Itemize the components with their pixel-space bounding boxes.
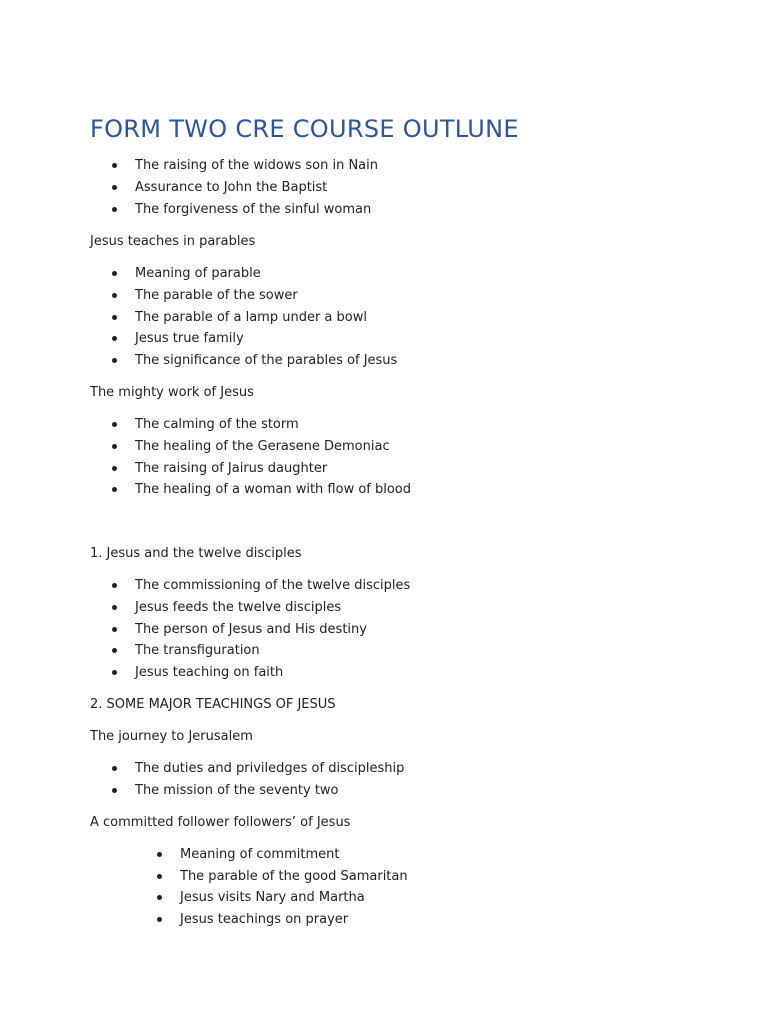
list-item: The parable of a lamp under a bowl bbox=[135, 310, 367, 325]
section-heading: Jesus teaches in parables bbox=[90, 234, 256, 249]
list-item: Jesus teaching on faith bbox=[135, 665, 284, 680]
list-item: Meaning of parable bbox=[135, 266, 261, 281]
bullet-icon bbox=[112, 207, 117, 212]
list-item: The healing of a woman with flow of blood bbox=[135, 482, 412, 497]
list-item: Jesus visits Nary and Martha bbox=[180, 890, 365, 905]
list-item: The forgiveness of the sinful woman bbox=[135, 202, 372, 217]
list-item: The commissioning of the twelve disciples bbox=[135, 578, 411, 593]
bullet-icon bbox=[112, 788, 117, 793]
list-item: The raising of the widows son in Nain bbox=[135, 158, 378, 173]
list-item: The parable of the sower bbox=[135, 288, 298, 303]
bullet-icon bbox=[112, 422, 117, 427]
bullet-icon bbox=[157, 895, 162, 900]
bullet-icon bbox=[112, 605, 117, 610]
bullet-icon bbox=[112, 444, 117, 449]
bullet-icon bbox=[112, 358, 117, 363]
bullet-icon bbox=[112, 648, 117, 653]
list-item: The mission of the seventy two bbox=[135, 783, 339, 798]
bullet-icon bbox=[112, 163, 117, 168]
bullet-icon bbox=[112, 336, 117, 341]
bullet-icon bbox=[112, 670, 117, 675]
section-heading: 1. Jesus and the twelve disciples bbox=[90, 546, 302, 561]
bullet-icon bbox=[112, 583, 117, 588]
list-item: Meaning of commitment bbox=[180, 847, 340, 862]
list-item: The parable of the good Samaritan bbox=[180, 869, 408, 884]
section-heading: The journey to Jerusalem bbox=[90, 729, 253, 744]
bullet-icon bbox=[157, 874, 162, 879]
list-item: Jesus true family bbox=[135, 331, 244, 346]
bullet-icon bbox=[112, 293, 117, 298]
list-item: The healing of the Gerasene Demoniac bbox=[135, 439, 390, 454]
bullet-icon bbox=[112, 627, 117, 632]
list-item: Assurance to John the Baptist bbox=[135, 180, 328, 195]
bullet-icon bbox=[112, 766, 117, 771]
list-item: The person of Jesus and His destiny bbox=[135, 622, 367, 637]
bullet-icon bbox=[157, 917, 162, 922]
list-item: The duties and priviledges of discipleship bbox=[135, 761, 405, 776]
section-heading: A committed follower followers’ of Jesus bbox=[90, 815, 351, 830]
document-title: FORM TWO CRE COURSE OUTLUNE bbox=[90, 115, 519, 143]
list-item: The transfiguration bbox=[135, 643, 260, 658]
bullet-icon bbox=[112, 466, 117, 471]
section-heading: The mighty work of Jesus bbox=[90, 385, 254, 400]
bullet-icon bbox=[112, 185, 117, 190]
bullet-icon bbox=[112, 487, 117, 492]
list-item: The calming of the storm bbox=[135, 417, 299, 432]
list-item: The significance of the parables of Jesus bbox=[135, 353, 398, 368]
bullet-icon bbox=[112, 271, 117, 276]
section-heading: 2. SOME MAJOR TEACHINGS OF JESUS bbox=[90, 697, 336, 712]
list-item: Jesus teachings on prayer bbox=[180, 912, 349, 927]
list-item: Jesus feeds the twelve disciples bbox=[135, 600, 342, 615]
bullet-icon bbox=[112, 315, 117, 320]
bullet-icon bbox=[157, 852, 162, 857]
list-item: The raising of Jairus daughter bbox=[135, 461, 328, 476]
